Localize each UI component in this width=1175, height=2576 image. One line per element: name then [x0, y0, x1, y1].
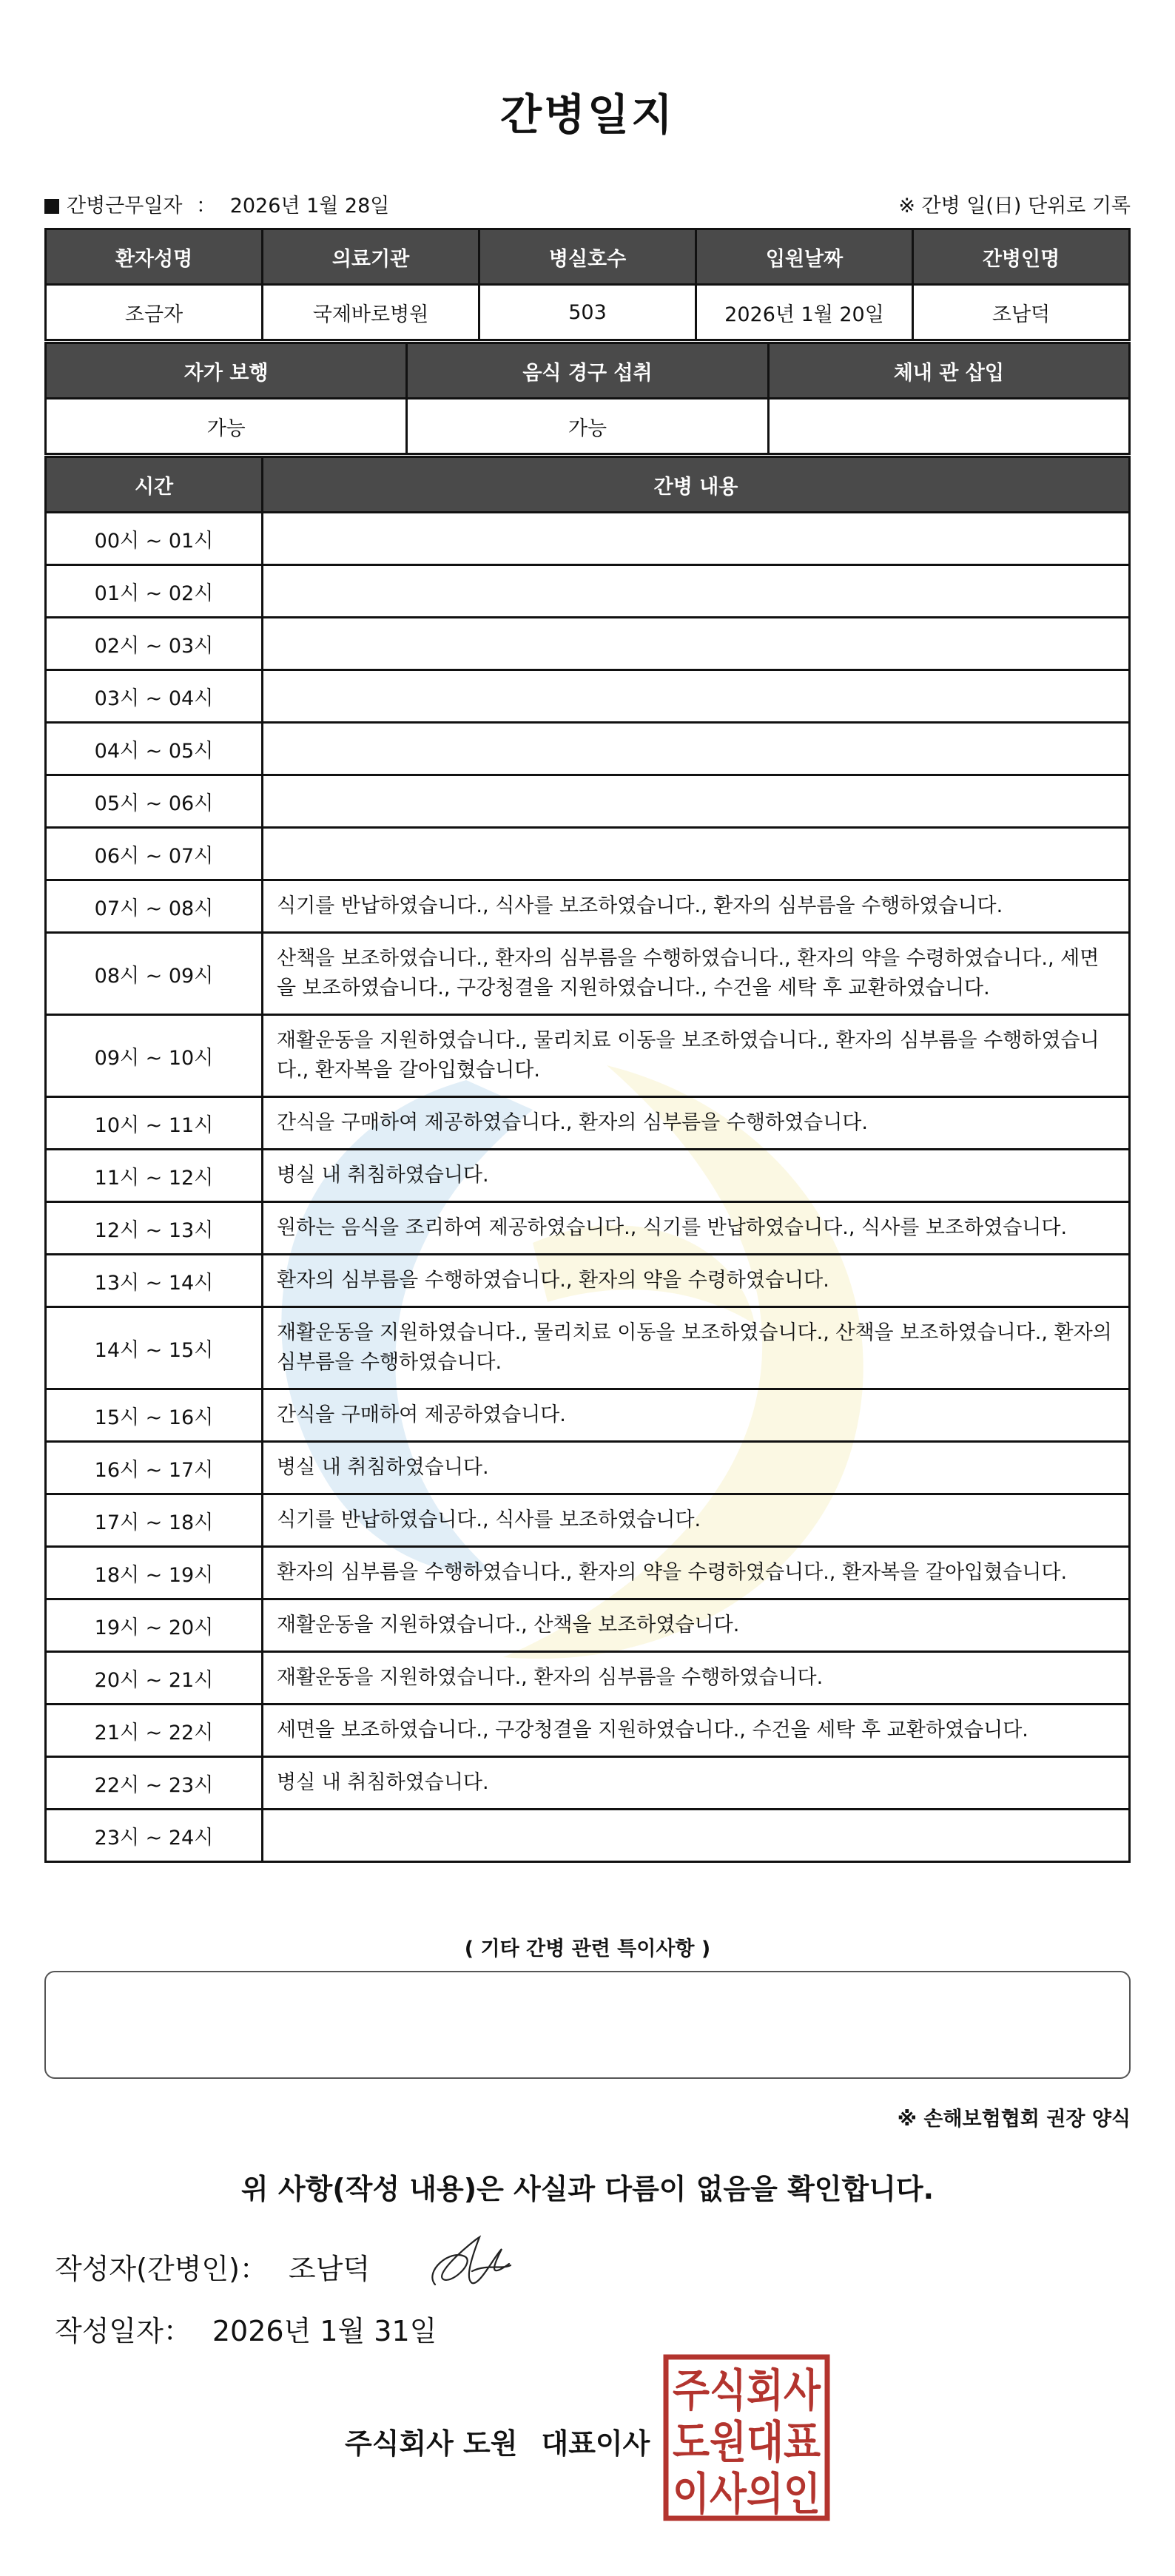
care-log-time: 11시 ~ 12시 — [46, 1150, 263, 1202]
tube-insertion-header: 체내 관 삽입 — [768, 343, 1129, 399]
care-log-content: 병실 내 취침하였습니다. — [263, 1757, 1130, 1810]
care-log-row — [46, 880, 1130, 933]
care-log-content: 환자의 심부름을 수행하였습니다., 환자의 약을 수령하였습니다. — [263, 1255, 1130, 1307]
writer-line — [55, 2246, 370, 2287]
tube-insertion-value — [768, 399, 1129, 454]
care-log-time: 03시 ~ 04시 — [46, 670, 263, 723]
patient-name-header: 환자성명 — [46, 229, 263, 285]
company-seal-stamp-icon — [663, 2354, 830, 2521]
recommended-form-note: ※ 손해보험협회 권장 양식 — [897, 2108, 1131, 2131]
care-log-content: 재활운동을 지원하였습니다., 산책을 보조하였습니다. — [263, 1599, 1130, 1652]
hospital-header: 의료기관 — [263, 229, 479, 285]
remarks-title: ( 기타 간병 관련 특이사항 ) — [464, 1938, 711, 1960]
admission-date-header: 입원날짜 — [696, 229, 913, 285]
seal-line-2: 도원대표 — [673, 2417, 821, 2469]
work-date-line — [44, 189, 389, 218]
patient-info-table — [44, 228, 1131, 341]
room-number-value: 503 — [479, 285, 696, 340]
care-log-row — [46, 1307, 1130, 1389]
care-log-content: 간식을 구매하여 제공하였습니다. — [263, 1389, 1130, 1442]
work-date-separator: ： — [196, 195, 217, 218]
care-log-row — [46, 1652, 1130, 1705]
caregiver-name-value: 조남덕 — [913, 285, 1130, 340]
care-log-row — [46, 1705, 1130, 1757]
seal-line-3: 이사의인 — [673, 2469, 821, 2521]
care-log-time: 16시 ~ 17시 — [46, 1442, 263, 1494]
care-log-content: 병실 내 취침하였습니다. — [263, 1442, 1130, 1494]
company-representative: 대표이사 — [541, 2427, 650, 2460]
care-log-time: 21시 ~ 22시 — [46, 1705, 263, 1757]
care-log-time: 04시 ~ 05시 — [46, 723, 263, 775]
care-log-time: 13시 ~ 14시 — [46, 1255, 263, 1307]
caregiver-name-header: 간병인명 — [913, 229, 1130, 285]
care-log-time: 05시 ~ 06시 — [46, 775, 263, 828]
care-log-row — [46, 513, 1130, 565]
care-log-time: 15시 ~ 16시 — [46, 1389, 263, 1442]
care-log-time: 12시 ~ 13시 — [46, 1202, 263, 1255]
oral-intake-value: 가능 — [407, 399, 768, 454]
care-log-content: 원하는 음식을 조리하여 제공하였습니다., 식기를 반납하였습니다., 식사를 보조하였습니다. — [263, 1202, 1130, 1255]
document-title: 간병일지 — [499, 90, 676, 140]
care-log-content — [263, 618, 1130, 670]
writer-value: 조남덕 — [288, 2253, 371, 2285]
care-log-time: 01시 ~ 02시 — [46, 565, 263, 618]
self-walking-value: 가능 — [46, 399, 407, 454]
care-log-content — [263, 670, 1130, 723]
care-log-row — [46, 1202, 1130, 1255]
care-log-content: 식기를 반납하였습니다., 식사를 보조하였습니다., 환자의 심부름을 수행하였습니다. — [263, 880, 1130, 933]
care-log-time: 23시 ~ 24시 — [46, 1810, 263, 1862]
care-log-content — [263, 723, 1130, 775]
written-date-line — [55, 2308, 437, 2349]
hospital-value: 국제바로병원 — [263, 285, 479, 340]
care-log-time: 17시 ~ 18시 — [46, 1494, 263, 1547]
care-log-table — [44, 456, 1131, 1863]
writer-label: 작성자(간병인)： — [55, 2253, 268, 2285]
care-log-time: 19시 ~ 20시 — [46, 1599, 263, 1652]
care-content-header: 간병 내용 — [263, 457, 1130, 513]
care-log-row — [46, 618, 1130, 670]
care-log-row — [46, 828, 1130, 880]
care-log-row — [46, 1494, 1130, 1547]
care-log-time: 08시 ~ 09시 — [46, 933, 263, 1015]
square-bullet-icon — [44, 199, 59, 214]
care-log-row — [46, 565, 1130, 618]
patient-info-value-row — [46, 285, 1130, 340]
admission-date-value: 2026년 1월 20일 — [696, 285, 913, 340]
written-date-label: 작성일자： — [55, 2315, 192, 2347]
care-log-time: 02시 ~ 03시 — [46, 618, 263, 670]
patient-status-table — [44, 342, 1131, 455]
work-date-value: 2026년 1월 28일 — [229, 195, 390, 218]
care-log-row — [46, 1015, 1130, 1097]
company-line — [345, 2421, 650, 2461]
care-log-content: 간식을 구매하여 제공하였습니다., 환자의 심부름을 수행하였습니다. — [263, 1097, 1130, 1150]
care-log-time: 10시 ~ 11시 — [46, 1097, 263, 1150]
company-name: 주식회사 도원 — [345, 2427, 518, 2460]
seal-line-1: 주식회사 — [673, 2365, 821, 2417]
care-log-row — [46, 775, 1130, 828]
care-log-row — [46, 933, 1130, 1015]
care-log-content: 세면을 보조하였습니다., 구강청결을 지원하였습니다., 수건을 세탁 후 교환하였습니다. — [263, 1705, 1130, 1757]
care-log-time: 00시 ~ 01시 — [46, 513, 263, 565]
time-header: 시간 — [46, 457, 263, 513]
patient-info-header-row — [46, 229, 1130, 285]
care-log-content — [263, 513, 1130, 565]
care-log-time: 06시 ~ 07시 — [46, 828, 263, 880]
care-log-row — [46, 1547, 1130, 1599]
confirmation-statement: 위 사항(작성 내용)은 사실과 다름이 없음을 확인합니다. — [240, 2173, 935, 2205]
care-log-time: 22시 ~ 23시 — [46, 1757, 263, 1810]
work-date-label: 간병근무일자 — [67, 195, 183, 218]
care-log-content — [263, 565, 1130, 618]
care-log-row — [46, 1255, 1130, 1307]
patient-status-value-row — [46, 399, 1130, 454]
care-log-header-row — [46, 457, 1130, 513]
care-log-row — [46, 1389, 1130, 1442]
care-log-content: 재활운동을 지원하였습니다., 물리치료 이동을 보조하였습니다., 산책을 보조하였습니다., 환자의 심부름을 수행하였습니다. — [263, 1307, 1130, 1389]
care-log-row — [46, 1810, 1130, 1862]
care-log-time: 09시 ~ 10시 — [46, 1015, 263, 1097]
care-log-row — [46, 670, 1130, 723]
care-log-content: 환자의 심부름을 수행하였습니다., 환자의 약을 수령하였습니다., 환자복을 갈아입혔습니다. — [263, 1547, 1130, 1599]
care-log-row — [46, 1097, 1130, 1150]
written-date-value: 2026년 1월 31일 — [212, 2315, 437, 2347]
handwritten-signature-icon — [420, 2227, 516, 2301]
self-walking-header: 자가 보행 — [46, 343, 407, 399]
care-log-time: 20시 ~ 21시 — [46, 1652, 263, 1705]
care-log-content: 산책을 보조하였습니다., 환자의 심부름을 수행하였습니다., 환자의 약을 수령하였습니다., 세면을 보조하였습니다., 구강청결을 지원하였습니다., 수건을 세탁 후 교환하였습니다. — [263, 933, 1130, 1015]
care-log-content — [263, 828, 1130, 880]
care-log-content — [263, 775, 1130, 828]
patient-status-header-row — [46, 343, 1130, 399]
care-log-content: 식기를 반납하였습니다., 식사를 보조하였습니다. — [263, 1494, 1130, 1547]
care-log-row — [46, 723, 1130, 775]
care-log-content — [263, 1810, 1130, 1862]
care-log-time: 14시 ~ 15시 — [46, 1307, 263, 1389]
remarks-box — [44, 1971, 1131, 2079]
daily-record-note: ※ 간병 일(日) 단위로 기록 — [898, 195, 1131, 218]
care-log-row — [46, 1599, 1130, 1652]
oral-intake-header: 음식 경구 섭취 — [407, 343, 768, 399]
room-number-header: 병실호수 — [479, 229, 696, 285]
care-log-row — [46, 1442, 1130, 1494]
patient-name-value: 조금자 — [46, 285, 263, 340]
care-log-row — [46, 1757, 1130, 1810]
care-log-content: 재활운동을 지원하였습니다., 환자의 심부름을 수행하였습니다. — [263, 1652, 1130, 1705]
care-log-content: 재활운동을 지원하였습니다., 물리치료 이동을 보조하였습니다., 환자의 심부름을 수행하였습니다., 환자복을 갈아입혔습니다. — [263, 1015, 1130, 1097]
care-log-content: 병실 내 취침하였습니다. — [263, 1150, 1130, 1202]
care-log-time: 18시 ~ 19시 — [46, 1547, 263, 1599]
care-log-time: 07시 ~ 08시 — [46, 880, 263, 933]
care-log-row — [46, 1150, 1130, 1202]
